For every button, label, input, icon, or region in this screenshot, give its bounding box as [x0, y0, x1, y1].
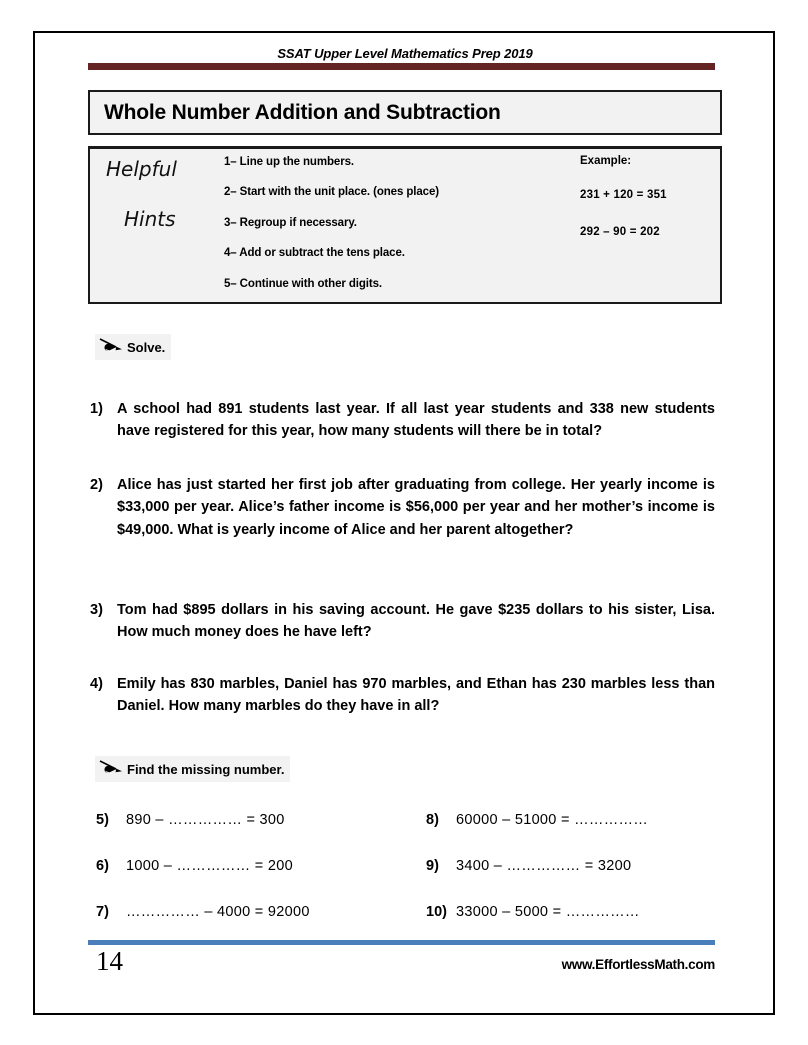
equation-item — [96, 812, 426, 858]
equation-item — [96, 858, 426, 904]
hint-step: 2– Start with the unit place. (ones place) — [224, 186, 439, 199]
instruction-text: Solve. — [127, 339, 166, 355]
example-heading: Example: — [580, 155, 632, 167]
instruction-text: Find the missing number. — [127, 761, 285, 777]
equation-text: …………… – 4000 = 92000 — [126, 904, 310, 920]
equation-number: 7) — [96, 904, 109, 920]
equation-item — [426, 858, 726, 904]
example-line: 292 – 90 = 202 — [580, 226, 660, 238]
word-problem — [90, 398, 715, 443]
problem-text: Alice has just started her first job after graduating from college. Her yearly income is $33,000 per year. Alice’s father income is $56,000 per year and her mother’s income is $49,000. What is yearly income of Alice and her parent altogether? — [117, 477, 715, 538]
equation-text: 890 – …………… = 300 — [126, 812, 285, 828]
helpful-hints-box — [88, 146, 722, 304]
hint-step: 1– Line up the numbers. — [224, 156, 354, 168]
pencil-writing-icon — [99, 338, 125, 356]
word-problem — [90, 673, 715, 718]
equation-item — [426, 812, 726, 858]
problem-text: Emily has 830 marbles, Daniel has 970 marbles, and Ethan has 230 marbles less than Daniel. How many marbles do they have in all? — [117, 676, 715, 715]
hint-step: 5– Continue with other digits. — [224, 277, 383, 290]
hints-step-list — [224, 155, 564, 307]
equation-text: 1000 – …………… = 200 — [126, 858, 293, 874]
running-header: SSAT Upper Level Mathematics Prep 2019 — [277, 46, 533, 61]
hints-example-column — [580, 155, 715, 263]
instruction-banner-missing-number — [95, 756, 290, 782]
website-url: www.EffortlessMath.com — [561, 957, 715, 972]
missing-number-exercise-grid — [96, 812, 726, 950]
problem-number: 2) — [90, 477, 103, 493]
pencil-writing-icon — [99, 760, 125, 778]
word-problem — [90, 474, 715, 541]
problem-number: 4) — [90, 676, 103, 692]
equation-number: 10) — [426, 904, 447, 920]
instruction-banner-solve — [95, 334, 171, 360]
equation-text: 3400 – …………… = 3200 — [456, 858, 632, 874]
word-problem — [90, 599, 715, 644]
equation-number: 6) — [96, 858, 109, 874]
problem-number: 1) — [90, 401, 103, 417]
hint-step: 4– Add or subtract the tens place. — [224, 247, 405, 260]
page-number: 14 — [96, 946, 123, 976]
hints-label-group — [90, 149, 220, 302]
problem-text: Tom had $895 dollars in his saving account. He gave $235 dollars to his sister, Lisa. How much money does he have left? — [117, 602, 715, 641]
equation-number: 8) — [426, 812, 439, 828]
example-line: 231 + 120 = 351 — [580, 189, 667, 201]
problem-number: 3) — [90, 602, 103, 618]
hint-step: 3– Regroup if necessary. — [224, 216, 357, 229]
page-title: Whole Number Addition and Subtraction — [104, 100, 501, 124]
footer-rule — [88, 940, 715, 945]
equation-text: 33000 – 5000 = …………… — [456, 904, 640, 920]
problem-text: A school had 891 students last year. If all last year students and 338 new students have registered for this year, how many students will there be in total? — [117, 401, 715, 440]
equation-number: 9) — [426, 858, 439, 874]
header-rule — [88, 63, 715, 70]
equation-number: 5) — [96, 812, 109, 828]
hints-label-helpful: Helpful — [106, 157, 177, 181]
section-title-box — [88, 90, 722, 135]
equation-text: 60000 – 51000 = …………… — [456, 812, 649, 828]
hints-label-hints: Hints — [124, 207, 176, 231]
